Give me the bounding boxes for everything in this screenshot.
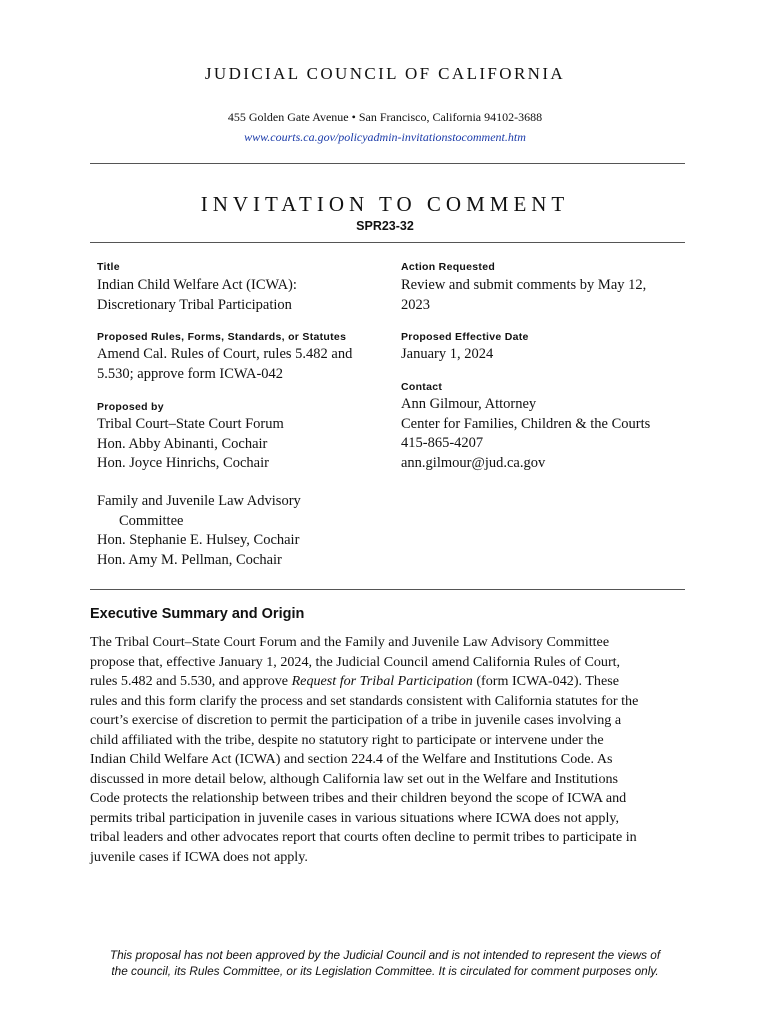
title-value: Indian Child Welfare Act (ICWA): Discretionary Tribal Participation (97, 277, 297, 313)
proposal-code: SPR23-32 (356, 219, 414, 233)
title-label: Title (97, 261, 120, 273)
proposed-rules-label: Proposed Rules, Forms, Standards, or Statutes (97, 331, 347, 343)
contact-label: Contact (401, 381, 443, 393)
action-requested-value: Review and submit comments by May 12, 2023 (401, 277, 647, 313)
summary-paragraph: The Tribal Court–State Court Forum and the Family and Juvenile Law Advisory Committee propose that, effective January 1, 2024, the Judicial Council amend California Rules of Court, rules 5.482 and 5.530, and approve Request for Tribal Participation (form ICWA-042). These rules and this form clarify the process and set standards consistent with California statutes for the court’s exercise of discretion to permit the participation of a tribe in juvenile cases involving a child affiliated with the tribe, despite no statutory right to participate or intervene under the Indian Child Welfare Act (ICWA) and section 224.4 of the Welfare and Institutions Code. As discussed in more detail below, although California law set out in the Welfare and Institutions Code protects the relationship between tribes and their children beyond the scope of ICWA and permits tribal participation in juvenile cases in various situations where ICWA does not apply, tribal leaders and other advocates report that courts often decline to permit tribes to participate in juvenile cases if ICWA does not apply. (90, 634, 639, 865)
contact-email: ann.gilmour@jud.ca.gov (401, 454, 546, 471)
title-divider (90, 242, 685, 243)
action-requested-label: Action Requested (401, 261, 496, 273)
proposed-by-forum: Tribal Court–State Court Forum Hon. Abby Abinanti, Cochair Hon. Joyce Hinrichs, Cochair (97, 416, 284, 471)
header-divider (90, 163, 685, 164)
disclaimer-footer: This proposal has not been approved by the Judicial Council and is not intended to represent the views of the council, its Rules Committee, or its Legislation Committee. It is circulated for comment purposes only. (109, 948, 661, 978)
document-title: INVITATION TO COMMENT (200, 192, 570, 216)
organization-name: JUDICIAL COUNCIL OF CALIFORNIA (204, 64, 566, 83)
proposed-rules-value: Amend Cal. Rules of Court, rules 5.482 and 5.530; approve form ICWA-042 (97, 346, 353, 382)
comment-url-link[interactable]: www.courts.ca.gov/policyadmin-invitationstocomment.htm (244, 130, 526, 144)
section-divider (90, 589, 685, 590)
summary-heading: Executive Summary and Origin (90, 606, 305, 622)
contact-value: Ann Gilmour, Attorney Center for Families, Children & the Courts 415-865-4207 ann.gilmour@jud.ca.gov (401, 395, 650, 473)
effective-date-value: January 1, 2024 (401, 346, 494, 362)
proposed-by-committee: Family and Juvenile Law Advisory Committee Hon. Stephanie E. Hulsey, Cochair Hon. Amy M. Pellman, Cochair (97, 493, 301, 568)
organization-address: 455 Golden Gate Avenue • San Francisco, California 94102-3688 (227, 110, 543, 124)
effective-date-label: Proposed Effective Date (401, 331, 529, 343)
proposed-by-label: Proposed by (97, 401, 164, 413)
